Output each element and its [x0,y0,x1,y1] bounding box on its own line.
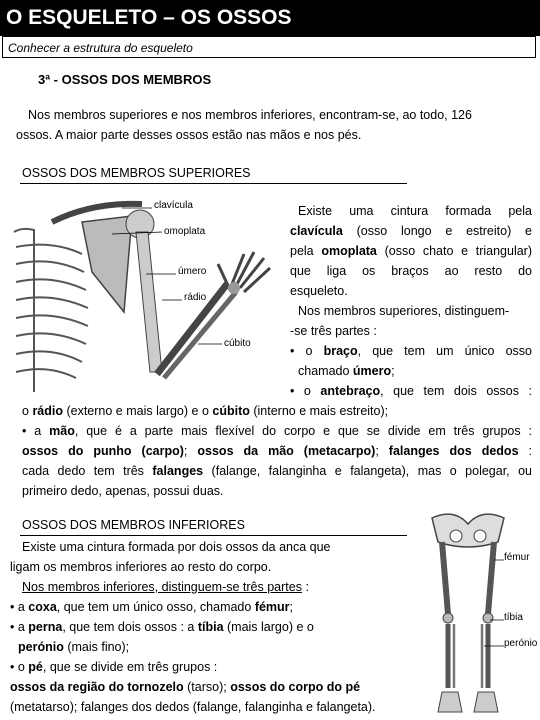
lower-text-line-6: perónio (mais fino); [18,640,130,654]
upper-text-line-4: que liga os braços ao resto do [290,264,532,278]
upper-text-line-10: • o antebraço, que tem dois ossos : [290,384,532,398]
label-omoplata: omoplata [164,226,206,237]
upper-text-line-12: • a mão, que é a parte mais flexível do corpo e que se divide em três grupos : [22,424,532,438]
upper-text-line-2: clavícula (osso longo e estreito) e [290,224,532,238]
arm-skeleton-illustration [12,192,284,404]
page-subtitle: Conhecer a estrutura do esqueleto [2,36,536,58]
section-heading: 3ª - OSSOS DOS MEMBROS [38,72,212,87]
intro-line-2: ossos. A maior parte desses ossos estão nas mãos e nos pés. [16,128,362,142]
lower-heading-rule [20,535,407,536]
upper-text-line-7: -se três partes : [290,324,377,338]
lower-text-line-9: (metatarso); falanges dos dedos (falange, falanginha e falangeta). [10,700,376,714]
upper-text-line-14: cada dedo tem três falanges (falange, falanginha e falangeta), mas o polegar, ou [22,464,533,478]
label-femur: fémur [504,552,530,563]
label-cubito: cúbito [224,338,251,349]
upper-text-line-5: esqueleto. [290,284,348,298]
arm-skeleton-figure [12,192,284,404]
lower-text-line-7: • o pé, que se divide em três grupos : [10,660,218,674]
upper-text-line-11: o rádio (externo e mais largo) e o cúbito (interno e mais estreito); [22,404,389,418]
upper-text-line-9: chamado úmero; [298,364,395,378]
leg-skeleton-figure [418,508,538,716]
lower-text-line-8: ossos da região do tornozelo (tarso); ossos do corpo do pé [10,680,361,694]
upper-text-line-8: • o braço, que tem um único osso [290,344,532,358]
upper-limbs-heading: OSSOS DOS MEMBROS SUPERIORES [22,166,251,180]
upper-text-line-13: ossos do punho (carpo); ossos da mão (metacarpo); falanges dos dedos : [22,444,532,458]
label-peronio: perónio [504,638,538,649]
label-tibia: tíbia [504,612,523,623]
lower-text-line-4: • a coxa, que tem um único osso, chamado fémur; [10,600,294,614]
page-title: O ESQUELETO – OS OSSOS [0,0,540,36]
label-radio: rádio [184,292,207,303]
lower-text-line-5: • a perna, que tem dois ossos : a tíbia (mais largo) e o [10,620,314,634]
upper-heading-rule [20,183,407,184]
lower-text-line-1: Existe uma cintura formada por dois ossos da anca que [22,540,331,554]
upper-text-line-1: Existe uma cintura formada pela [298,204,532,218]
label-umero: úmero [178,266,207,277]
intro-line-1: Nos membros superiores e nos membros inferiores, encontram-se, ao todo, 126 [28,108,472,122]
upper-text-line-3: pela omoplata (osso chato e triangular) [290,244,533,258]
upper-text-line-6: Nos membros superiores, distinguem- [298,304,510,318]
label-clavicula: clavícula [154,200,193,211]
lower-limbs-heading: OSSOS DOS MEMBROS INFERIORES [22,518,245,532]
lower-text-line-3: Nos membros inferiores, distinguem-se três partes : [22,580,309,594]
lower-text-line-2: ligam os membros inferiores ao resto do corpo. [10,560,272,574]
upper-text-line-15: primeiro dedo, apenas, possui duas. [22,484,224,498]
